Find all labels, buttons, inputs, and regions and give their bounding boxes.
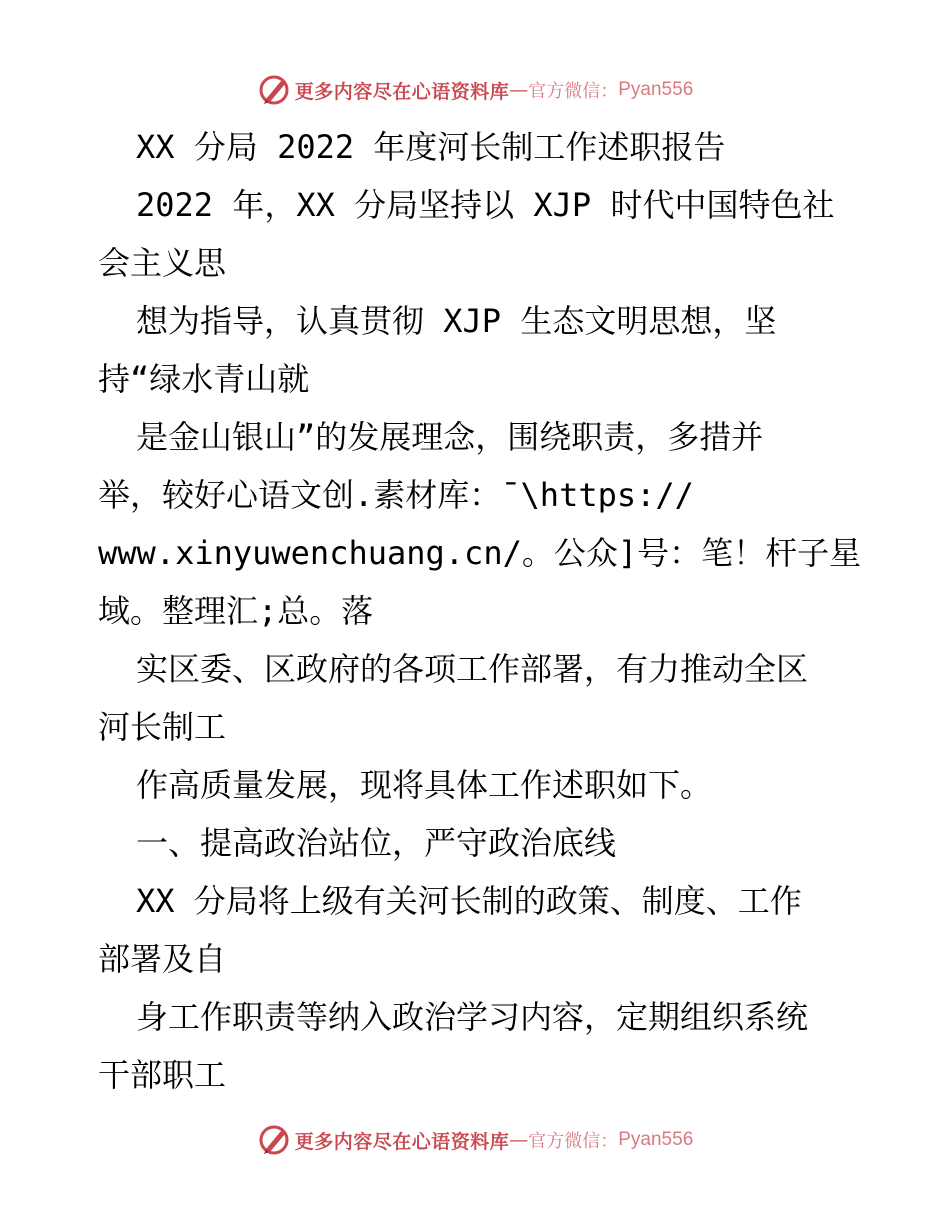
banner-slogan: 更多内容尽在心语资料库 (294, 1130, 510, 1153)
document-line: 干部职工 (98, 1056, 227, 1094)
document-line: 持“绿水青山就 (98, 360, 310, 398)
document-line: 部署及自 (98, 940, 227, 978)
banner-wechat-id: Pyan556 (618, 79, 694, 100)
pen-logo-icon (257, 73, 291, 107)
banner-wechat-label: 官方微信： (528, 1131, 619, 1152)
document-line: XX 分局 2022 年度河长制工作述职报告 (136, 128, 726, 166)
header-banner (0, 70, 950, 110)
banner-separator: — (509, 79, 529, 101)
document-line: 是金山银山”的发展理念，围绕职责，多措并 (136, 418, 764, 456)
banner-separator: — (509, 1129, 529, 1151)
document-line: 会主义思 (98, 244, 227, 282)
document-line: 2022 年，XX 分局坚持以 XJP 时代中国特色社 (136, 186, 835, 224)
document-line: 举，较好心语文创.素材库：¯\https:// (98, 476, 694, 514)
document-line: www.xinyuwenchuang.cn/。公众]号：笔！杆子星 (98, 534, 862, 572)
document-line: 作高质量发展，现将具体工作述职如下。 (136, 766, 713, 804)
document-line: XX 分局将上级有关河长制的政策、制度、工作 (136, 882, 802, 920)
pen-logo-icon (257, 1123, 291, 1157)
document-line: 域。整理汇;总。落 (98, 592, 374, 630)
document-line: 实区委、区政府的各项工作部署，有力推动全区 (136, 650, 809, 688)
document-line: 身工作职责等纳入政治学习内容，定期组织系统 (136, 998, 809, 1036)
document-line: 一、提高政治站位，严守政治底线 (136, 824, 617, 862)
banner-slogan: 更多内容尽在心语资料库 (294, 80, 510, 103)
document-line: 河长制工 (98, 708, 227, 746)
document-body (98, 118, 868, 1104)
footer-banner (0, 1120, 950, 1160)
banner-wechat-label: 官方微信： (528, 81, 619, 102)
document-line: 想为指导，认真贯彻 XJP 生态文明思想，坚 (136, 302, 777, 340)
banner-wechat-id: Pyan556 (618, 1129, 694, 1150)
